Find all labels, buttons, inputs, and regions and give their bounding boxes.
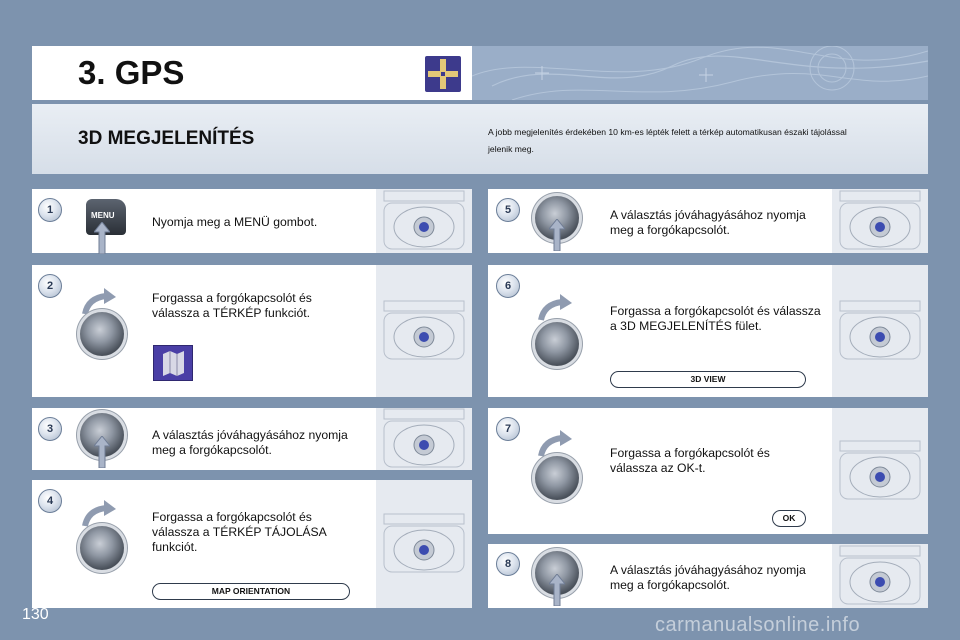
step-1-number: 1 [38, 198, 62, 222]
control-panel-drawing [832, 265, 928, 397]
ok-option: OK [772, 510, 806, 527]
press-arrow-icon [94, 436, 110, 473]
control-panel-image [832, 544, 928, 608]
page-title: 3. GPS [78, 54, 185, 91]
topographic-map-image [472, 46, 928, 100]
control-panel-image [832, 265, 928, 397]
control-panel-image [376, 408, 472, 470]
step-5-text: A választás jóváhagyásához nyomja meg a forgókapcsolót. [610, 208, 806, 237]
step-5-number: 5 [496, 198, 520, 222]
step-2-text: Forgassa a forgókapcsolót és válassza a TÉRKÉP funkciót. [152, 291, 312, 320]
gps-crosshair-icon [425, 56, 461, 92]
control-panel-drawing [832, 544, 928, 608]
control-panel-image [376, 480, 472, 608]
step-7-number: 7 [496, 417, 520, 441]
rotary-knob [80, 526, 124, 570]
3d-view-option: 3D VIEW [610, 371, 806, 388]
step-8-number: 8 [496, 552, 520, 576]
rotary-knob [535, 322, 579, 366]
section-title: 3D MEGJELENÍTÉS [78, 128, 255, 149]
control-panel-drawing [376, 265, 472, 397]
step-4-text: Forgassa a forgókapcsolót és válassza a TÉRKÉP TÁJOLÁSA funkciót. [152, 510, 327, 554]
step-2-number: 2 [38, 274, 62, 298]
control-panel-image [832, 189, 928, 253]
press-arrow-icon [549, 219, 565, 256]
control-panel-drawing [376, 189, 472, 253]
rotary-knob [80, 312, 124, 356]
control-panel-drawing [376, 480, 472, 608]
control-panel-drawing [376, 408, 472, 470]
control-panel-image [376, 265, 472, 397]
control-panel-image [376, 189, 472, 253]
rotary-knob [535, 456, 579, 500]
step-1-text: Nyomja meg a MENÜ gombot. [152, 215, 318, 229]
step-3-number: 3 [38, 417, 62, 441]
map-function-icon [153, 345, 193, 381]
watermark: carmanualsonline.info [655, 614, 861, 636]
info-note: A jobb megjelenítés érdekében 10 km-es lépték felett a térkép automatikusan északi tájolással jelenik meg. [488, 127, 847, 154]
press-arrow-icon [549, 574, 565, 611]
step-7-text: Forgassa a forgókapcsolót és válassza az OK-t. [610, 446, 770, 475]
control-panel-drawing [832, 408, 928, 534]
step-8-text: A választás jóváhagyásához nyomja meg a forgókapcsolót. [610, 563, 806, 592]
control-panel-drawing [832, 189, 928, 253]
page-number: 130 [22, 606, 49, 623]
header-map-graphic [472, 46, 928, 100]
menu-key-label: MENU [91, 211, 115, 220]
control-panel-image [832, 408, 928, 534]
step-6-text: Forgassa a forgókapcsolót és válassza a 3D MEGJELENÍTÉS fület. [610, 304, 821, 333]
step-3-text: A választás jóváhagyásához nyomja meg a forgókapcsolót. [152, 428, 348, 457]
press-arrow-icon [94, 222, 110, 259]
step-6-number: 6 [496, 274, 520, 298]
step-4-number: 4 [38, 489, 62, 513]
map-orientation-option: MAP ORIENTATION [152, 583, 350, 600]
